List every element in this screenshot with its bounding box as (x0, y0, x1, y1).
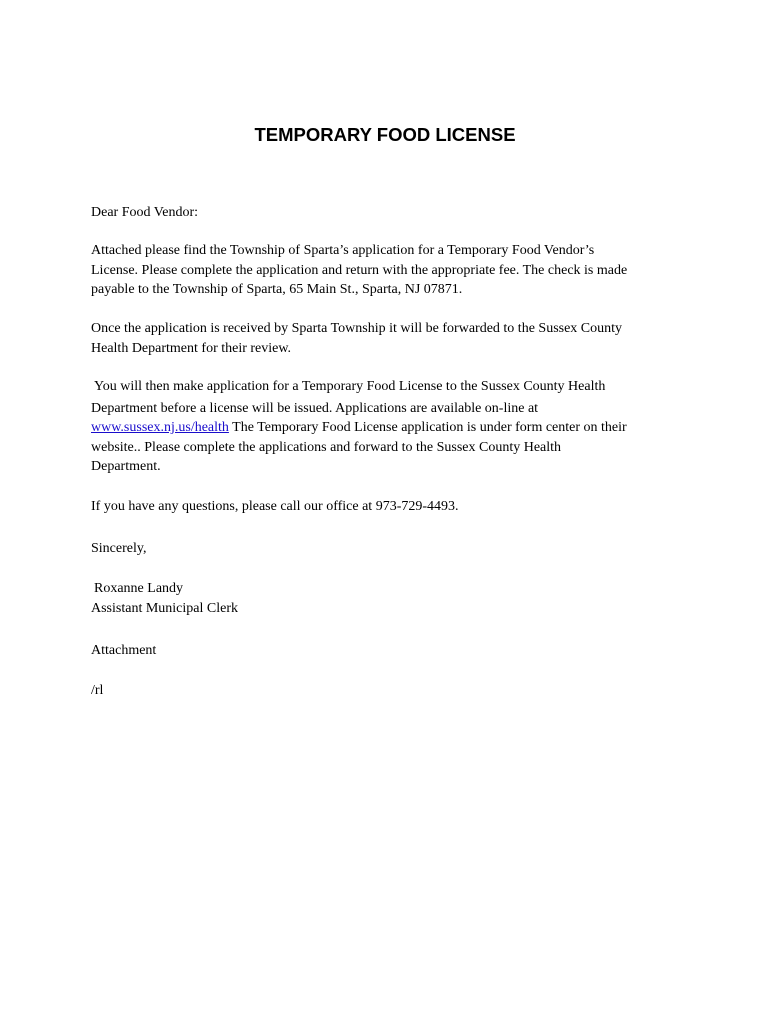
paragraph-forwarding (91, 319, 691, 358)
enclosure-notation: Attachment (91, 643, 157, 658)
paragraph-line: License. Please complete the application and return with the appropriate fee. The check is made (91, 262, 628, 278)
health-website-link[interactable]: www.sussex.nj.us/health (91, 420, 229, 435)
typist-initials: /rl (91, 683, 104, 698)
paragraph-line: Attached please find the Township of Sparta’s application for a Temporary Food Vendor’s (91, 243, 595, 258)
paragraph-line: Department. (91, 459, 161, 474)
paragraph-line: You will then make application for a Temporary Food License to the Sussex County Health (94, 379, 606, 394)
signature-block (91, 579, 691, 618)
paragraph-county-application (91, 377, 691, 477)
paragraph-line: website.. Please complete the applications and forward to the Sussex County Health (91, 439, 562, 455)
paragraph-line: Health Department for their review. (91, 340, 292, 356)
paragraph-contact: If you have any questions, please call our office at 973-729-4493. (91, 499, 459, 514)
closing: Sincerely, (91, 541, 147, 556)
paragraph-line: The Temporary Food License application is under form center on their (228, 420, 627, 435)
signer-name: Roxanne Landy (94, 581, 184, 596)
signer-title: Assistant Municipal Clerk (91, 600, 238, 616)
paragraph-line: payable to the Township of Sparta, 65 Main St., Sparta, NJ 07871. (91, 282, 463, 297)
paragraph-line: Once the application is received by Sparta Township it will be forwarded to the Sussex County (91, 321, 623, 336)
paragraph-application-attached (91, 241, 691, 300)
paragraph-line: Department before a license will be issued. Applications are available on-line at (91, 400, 539, 416)
letter-title: TEMPORARY FOOD LICENSE (254, 124, 516, 145)
salutation: Dear Food Vendor: (91, 205, 199, 220)
